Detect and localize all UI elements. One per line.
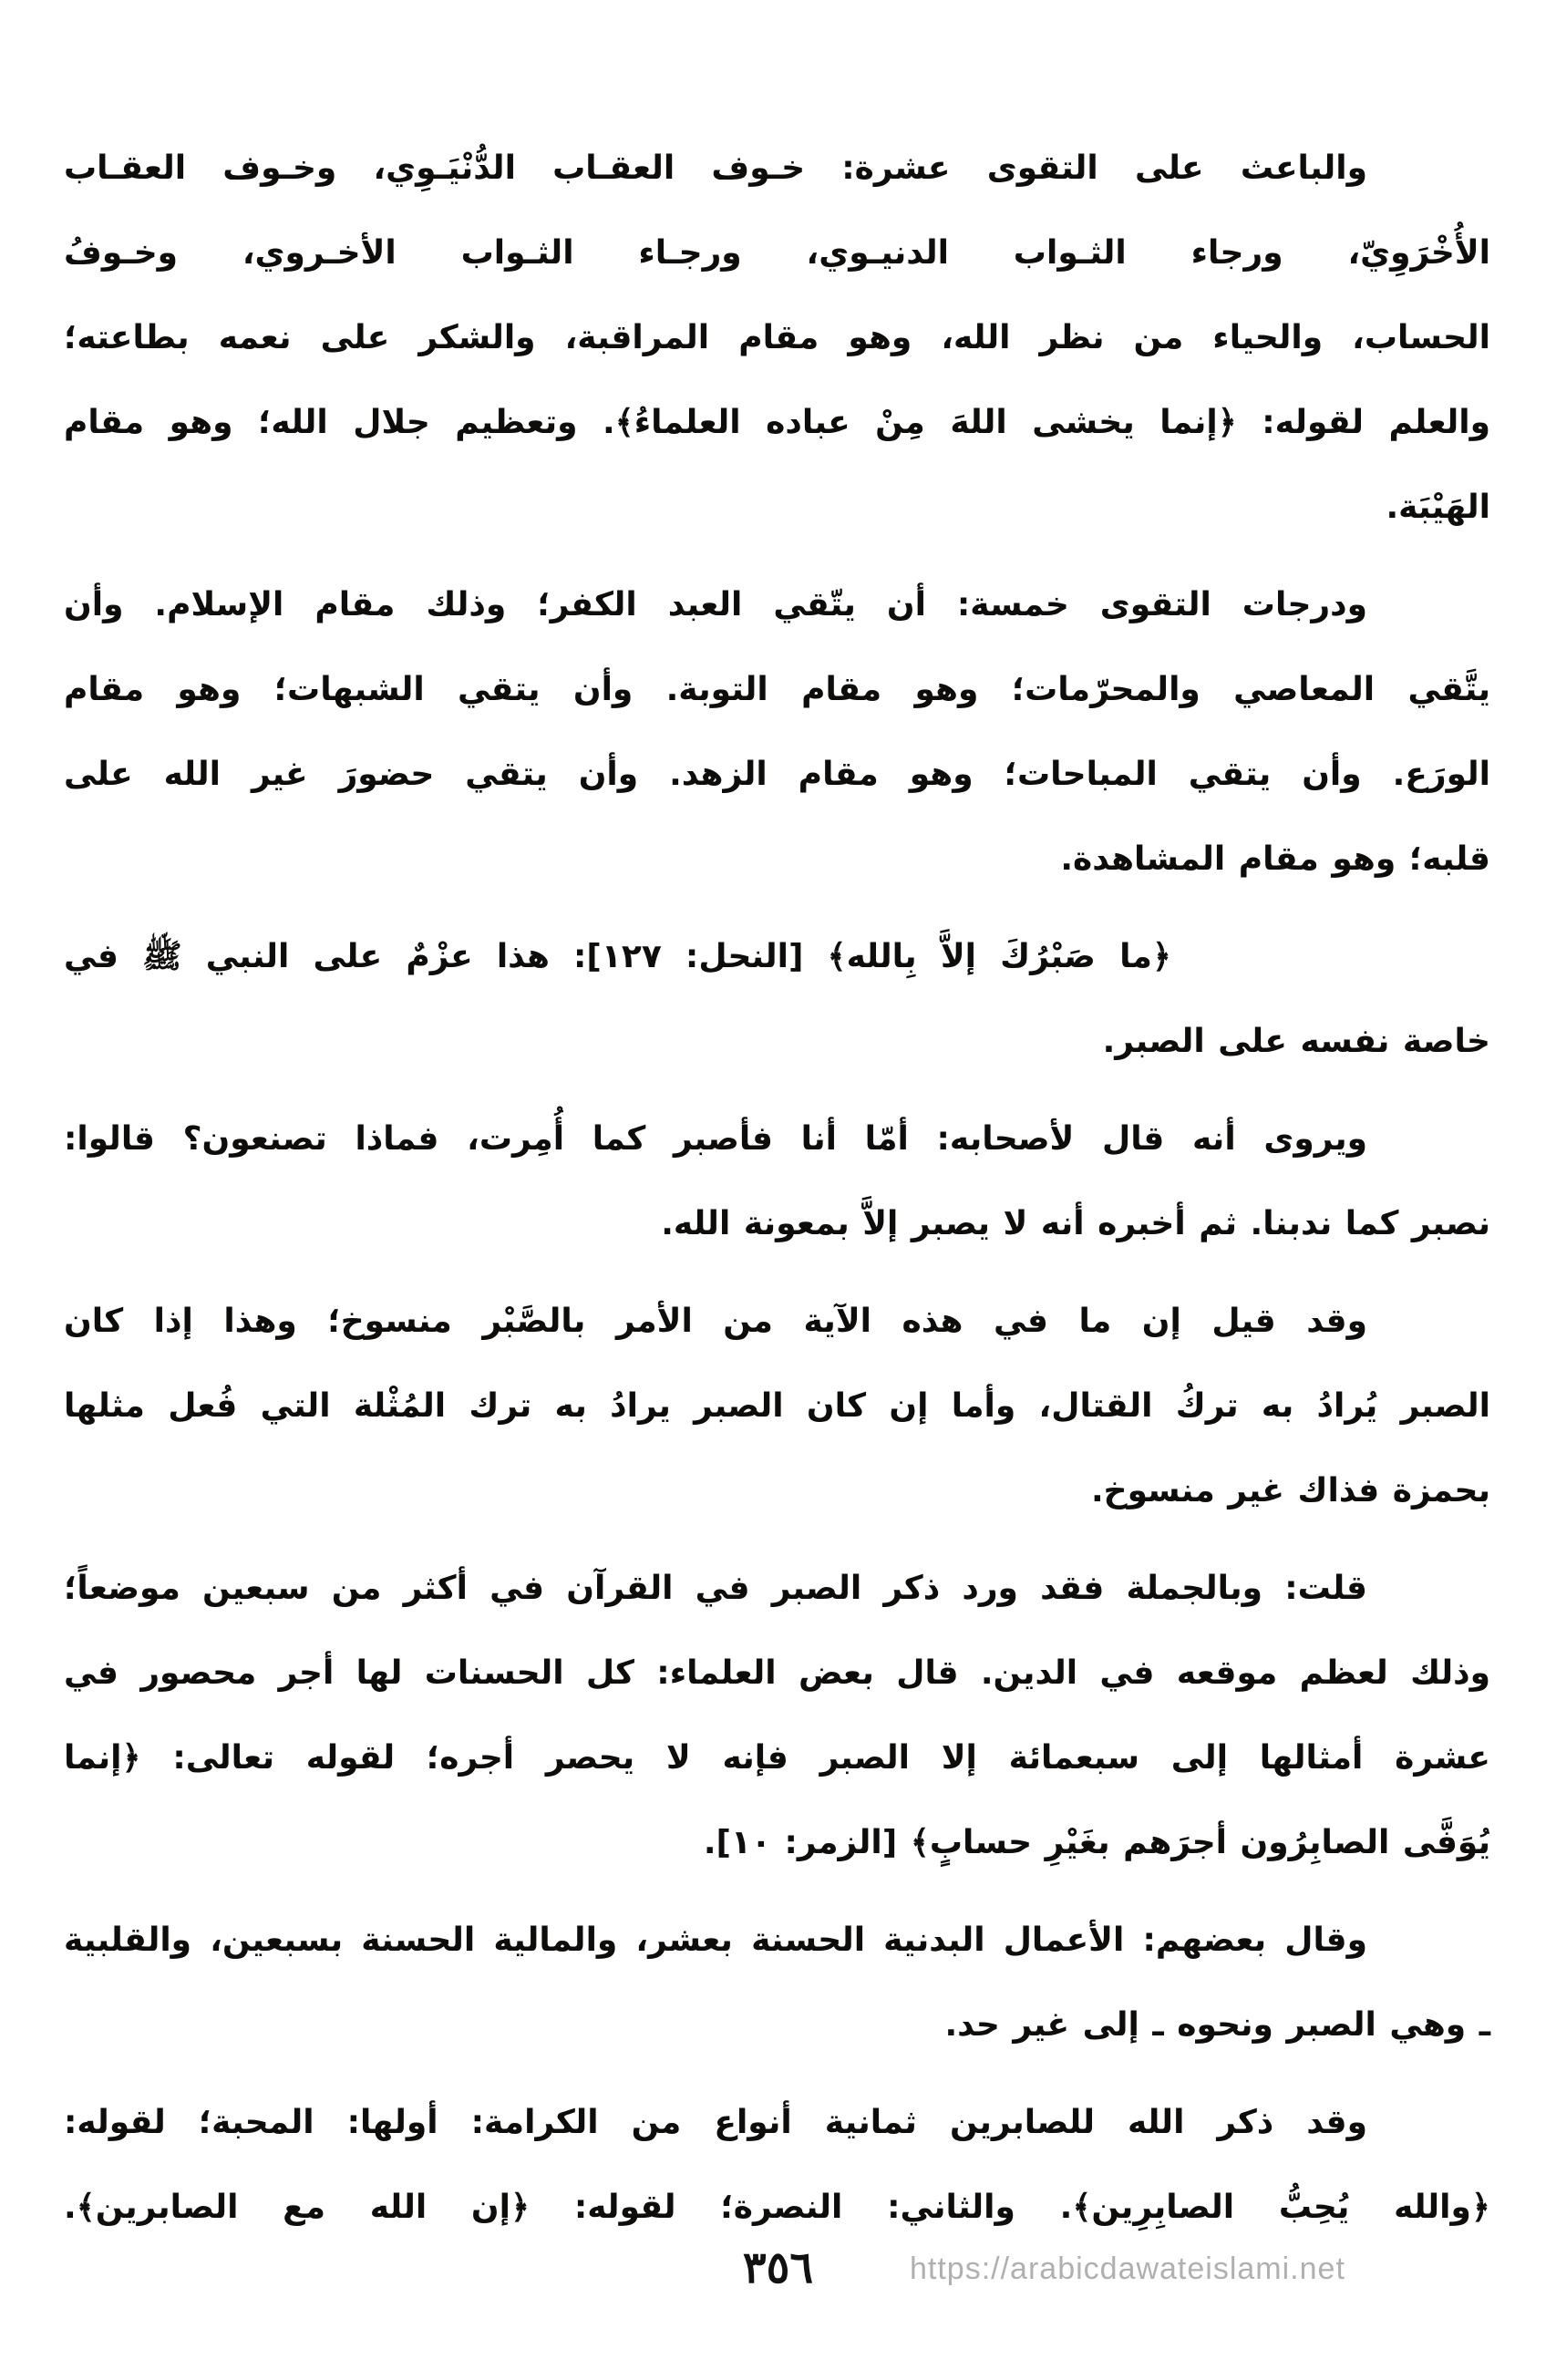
- text-line: يُوَفَّى الصابِرُون أجرَهم بغَيْرِ حسابٍ﴾ [الزمر: ١٠].: [703, 1824, 1490, 1861]
- text-line: وقد ذكر الله للصابرين ثمانية أنواع من الكرامة: أولها: المحبة؛ لقوله:: [64, 2104, 1367, 2141]
- text-line: خاصة نفسه على الصبر.: [1102, 1023, 1490, 1060]
- paragraph-eight-honors: [64, 2080, 1490, 2250]
- watermark-url: https://arabicdawateislami.net: [910, 2251, 1345, 2286]
- text-line: والعلم لقوله: ﴿إنما يخشى اللهَ مِنْ عباده العلماءُ﴾. وتعظيم جلال الله؛ وهو مقام: [64, 404, 1490, 441]
- text-line: بحمزة فذاك غير منسوخ.: [1090, 1472, 1490, 1509]
- text-line: الحساب، والحياء من نظر الله، وهو مقام المراقبة، والشكر على نعمه بطاعته؛: [64, 319, 1490, 356]
- body-text-column: [64, 126, 1490, 2250]
- paragraph-sabr-in-quran: [64, 1546, 1490, 1885]
- text-line: ﴿والله يُحِبُّ الصابِرِين﴾. والثاني: النصرة؛ لقوله: ﴿إن الله مع الصابرين﴾.: [64, 2189, 1490, 2226]
- text-line: ويروى أنه قال لأصحابه: أمّا أنا فأصبر كما أُمِرت، فماذا تصنعون؟ قالوا:: [64, 1120, 1367, 1158]
- text-line: قلبه؛ وهو مقام المشاهدة.: [1060, 840, 1490, 878]
- text-line: الورَع. وأن يتقي المباحات؛ وهو مقام الزهد. وأن يتقي حضورَ غير الله على: [64, 756, 1490, 793]
- paragraph-abrogation-discussion: [64, 1279, 1490, 1533]
- text-line: وقال بعضهم: الأعمال البدنية الحسنة بعشر، والمالية الحسنة بسبعين، والقلبية: [64, 1922, 1367, 1959]
- paragraph-narration-companions: [64, 1097, 1490, 1266]
- text-line: نصبر كما ندبنا. ثم أخبره أنه لا يصبر إلاَّ بمعونة الله.: [661, 1205, 1490, 1242]
- text-line: الهَيْبَة.: [1386, 489, 1490, 526]
- text-line: ودرجات التقوى خمسة: أن يتّقي العبد الكفر؛ وذلك مقام الإسلام. وأن: [64, 586, 1367, 623]
- paragraph-verse-nahl-127: [64, 914, 1490, 1084]
- text-line: وقد قيل إن ما في هذه الآية من الأمر بالصَّبْر منسوخ؛ وهذا إذا كان: [64, 1303, 1367, 1340]
- text-line: والباعث على التقوى عشرة: خـوف العقـاب الدُّنْيَـوِي، وخـوف العقـاب: [64, 149, 1367, 187]
- text-line: الأُخْرَوِيّ، ورجاء الثـواب الدنيـوي، ورجـاء الثـواب الأخـروي، وخـوفُ: [64, 234, 1490, 272]
- page-number: ٣٥٦: [742, 2242, 814, 2293]
- text-line: قلت: وبالجملة فقد ورد ذكر الصبر في القرآن في أكثر من سبعين موضعاً؛: [64, 1570, 1367, 1607]
- paragraph-motives-of-taqwa: [64, 126, 1490, 550]
- text-line: يتَّقي المعاصي والمحرّمات؛ وهو مقام التوبة. وأن يتقي الشبهات؛ وهو مقام: [64, 671, 1490, 708]
- text-line: وذلك لعظم موقعه في الدين. قال بعض العلماء: كل الحسنات لها أجر محصور في: [64, 1654, 1490, 1692]
- text-line: ـ وهي الصبر ونحوه ـ إلى غير حد.: [944, 2006, 1490, 2044]
- text-line: الصبر يُرادُ به تركُ القتال، وأما إن كان الصبر يرادُ به ترك المُثْلة التي فُعل مثلها: [64, 1387, 1490, 1425]
- text-line: ﴿ما صَبْرُكَ إلاَّ بِالله﴾ [النحل: ١٢٧]: هذا عزْمٌ على النبي ﷺ في: [64, 938, 1171, 975]
- paragraph-degrees-of-taqwa: [64, 562, 1490, 902]
- text-line: عشرة أمثالها إلى سبعمائة إلا الصبر فإنه لا يحصر أجره؛ لقوله تعالى: ﴿إنما: [64, 1739, 1490, 1777]
- paragraph-deeds-rewards: [64, 1898, 1490, 2067]
- page-footer: [0, 2235, 1556, 2308]
